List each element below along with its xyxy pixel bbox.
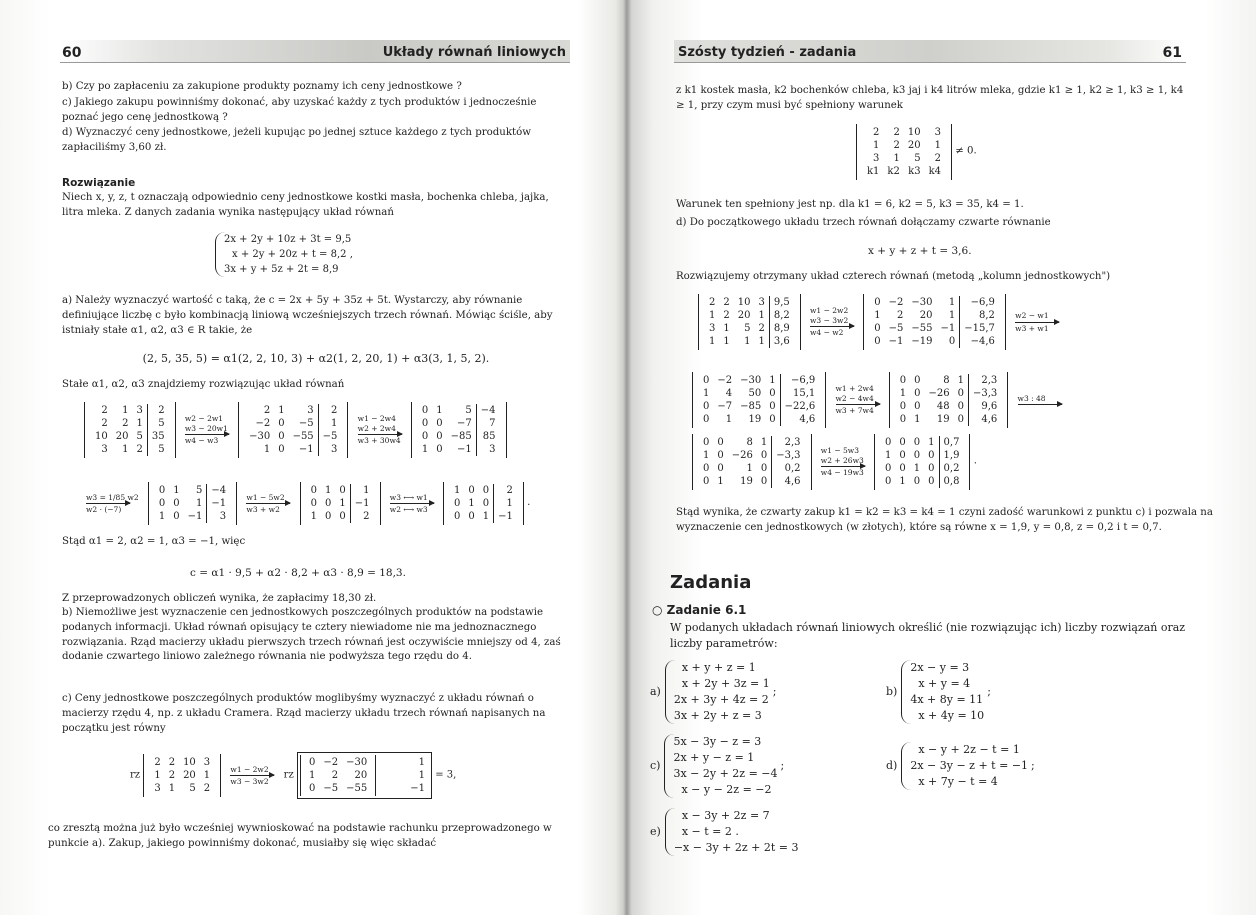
system-e: e) x − 3y + 2z = 7 x − t = 2 . −x − 3y + 2z + 2t = 3 <box>650 809 799 854</box>
right-page <box>640 0 1256 915</box>
eq-2: x + 2y + 20z + t = 8,2 , <box>232 249 353 260</box>
row-ops-3: $\frac{w3 = 1/85 w2}{w2 \cdot (-7)}$ <box>86 492 139 514</box>
left-page-header <box>60 40 570 63</box>
para-condition-example: Warunek ten spełniony jest np. dla k1 = 6, k2 = 5, k3 = 35, k4 = 1. <box>676 199 1024 210</box>
row-ops-1: w2 − 2w1 w3 − 20w1 w4 − w3 <box>184 414 228 446</box>
para-part-a: a) Należy wyznaczyć wartość c taką, że c = 2x + 5y + 35z + 5t. Wystarczy, aby równanie definiujące liczbę c było kombinacją liniową wcześniejszych trzech równań. Mówiąc ściśle, aby istniały stałe α1, α2, α3 ∈ R takie, że <box>62 295 553 336</box>
matrix-a4: 0 1 5 −4 0 0 1 −1 1 0 −1 3 <box>148 482 237 525</box>
system-a: a) x + y + z = 1 x + 2y + 3z = 1 2x + 3y + 4z = 2 3x + 2y + z = 3 ; <box>650 661 777 722</box>
system-d: d) x − y + 2z − t = 1 2x − 3y − z + t = −1 x + 7y − t = 4 ; <box>886 743 1035 788</box>
task-text: W podanych układach równań liniowych określić (nie rozwiązując ich) liczby rozwiązań oraz liczby parametrów: <box>670 621 1186 650</box>
para-conclusion: co zresztą można już było wcześniej wywnioskować na podstawie rachunku przeprowadzonego w punkcie a). Zakup, jakiego powinniśmy dokonać, musiałby się więc składać <box>48 823 552 849</box>
right-page-header <box>674 40 1186 63</box>
row-ops-2: w1 − 2w4 w2 + 2w4 w3 + 30w4 <box>357 414 401 446</box>
matrix-a6: 1 0 0 2 0 1 0 1 0 0 1 −1 <box>443 482 524 525</box>
aug-matrix-6: 0 0 0 1 0,7 1 0 0 0 1,9 0 0 1 0 0,2 0 1 0 0 0,8 <box>874 434 970 490</box>
fourth-equation: x + y + z + t = 3,6. <box>868 245 972 257</box>
aug-matrix-1: 2 2 10 3 9,5 1 2 20 1 8,2 3 1 5 2 8,9 1 1 1 1 3,6 <box>698 294 801 350</box>
para-quantities: z k1 kostek masła, k2 bochenków chleba, k3 jaj i k4 litrów mleka, gdzie k1 ≥ 1, k2 ≥ 1, k3 ≥ 1, k4 ≥ 1, przy czym musi być spełniony warunek <box>676 85 1184 111</box>
para-method: Rozwiązujemy otrzymany układ czterech równań (metodą „kolumn jednostkowych") <box>676 271 1111 282</box>
rank-ops: $\frac{w1 - 2w2}{w3 - 3w2}$ <box>224 765 280 787</box>
matrix-row-2: $\frac{w3 = 1/85 w2}{w2 \cdot (-7)}$ 0 1 5 −4 0 0 1 −1 1 0 −1 3 $\frac{w1 - 5w2}{w3 + w2}$ 0 1 0 1 0 0 1 −1 1 0 0 2 $\frac{w3 ⟷ w1}{w2 ⟷ w3}$ 1 0 0 2 0 1 0 1 0 0 1 −1 . <box>80 482 530 525</box>
para-solve: Stałe α1, α2, α3 znajdziemy rozwiązując układ równań <box>62 379 345 390</box>
section-heading: Zadania <box>670 572 752 593</box>
aug-matrix-5: 0 0 8 1 2,3 1 0 −26 0 −3,3 0 0 1 0 0,2 0 1 19 0 4,6 <box>692 434 812 490</box>
left-page-number: 60 <box>62 45 82 61</box>
para-part-c: c) Ceny jednostkowe poszczególnych produktów moglibyśmy wyznaczyć z układu równań o macierzy rzędu 4, np. z układu Cramera. Rząd macierzy układu trzech równań napisanych na początku jest równy <box>62 693 546 734</box>
matrix-a3: 0 1 5 −4 0 0 −7 7 0 0 −85 85 1 0 −1 3 <box>411 402 507 458</box>
matrix-a5: 0 1 0 1 0 0 1 −1 1 0 0 2 <box>300 482 381 525</box>
right-running-title: Szósty tydzień - zadania <box>678 45 857 60</box>
item-d: d) Wyznaczyć ceny jednostkowe, jeżeli kupując po jednej sztuce każdego z tych produktów zapłaciliśmy 3,60 zł. <box>62 127 531 153</box>
rank-matrix-2: 0 −2 −30 1 2 20 0 −5 −55 1 1 −1 <box>297 752 432 799</box>
eq-3: 3x + y + 5z + 2t = 8,9 <box>224 264 339 275</box>
solution-heading: Rozwiązanie <box>62 177 136 189</box>
bullet-icon: ○ <box>652 603 667 617</box>
row-ops-5: $\frac{w3 ⟷ w1}{w2 ⟷ w3}$ <box>384 493 440 515</box>
right-page-number: 61 <box>1162 45 1182 61</box>
aug-row-1 <box>698 294 1065 350</box>
c-calculation: c = α1 · 9,5 + α2 · 8,2 + α3 · 8,9 = 18,3. <box>190 567 406 579</box>
determinant: 2 2 10 3 1 2 20 1 3 1 5 2 k1 k2 k3 k4 <box>856 124 952 180</box>
para-part-d: d) Do początkowego układu trzech równań dołączamy czwarte równanie <box>676 217 1051 228</box>
aug-matrix-3: 0 −2 −30 1 −6,9 1 4 50 0 15,1 0 −7 −85 0 −22,6 0 1 19 0 4,6 <box>692 372 826 428</box>
system-c: c) 5x − 3y − z = 3 2x + y − z = 1 3x − 2y + 2z = −4 x − y − 2z = −2 ; <box>650 735 785 796</box>
aug-row-2 <box>692 372 1068 428</box>
equation-system-1 <box>215 232 353 277</box>
system-b: b) 2x − y = 3 x + y = 4 4x + 8y = 11 x + 4y = 10 ; <box>886 661 991 722</box>
task-title: ○ Zadanie 6.1 <box>652 603 747 617</box>
para-final-prices: Stąd wynika, że czwarty zakup k1 = k2 = k3 = k4 = 1 czyni zadość warunkowi z punktu c) i pozwala na wyznaczenie cen jednostkowych (w złotych), które są równe x = 1,9, y = 0,8, z = 0,2 i t = 0,7. <box>676 507 1213 533</box>
rank-matrix-1: 2 2 10 3 1 2 20 1 3 1 5 2 <box>143 754 221 797</box>
aug-ops-2: $\frac{w2 - w1}{w3 + w1}$ <box>1009 311 1065 333</box>
aug-matrix-4: 0 0 8 1 2,3 1 0 −26 0 −3,3 0 0 48 0 9,6 0 1 19 0 4,6 <box>889 372 1009 428</box>
para-payment: Z przeprowadzonych obliczeń wynika, że zapłacimy 18,30 zł. <box>62 593 377 604</box>
aug-ops-4: w3 : 48 <box>1012 394 1068 406</box>
rank-computation: rz 2 2 10 3 1 2 20 1 3 1 5 2 $\frac{w1 - 2w2}{w3 - 3w2}$ rz 0 −2 −30 1 2 20 0 −5 −55 1 1 −1 = 3, <box>130 752 456 799</box>
matrix-a2: 2 1 3 2 −2 0 −5 1 −30 0 −55 −5 1 0 −1 3 <box>238 402 348 458</box>
aug-row-3: 0 0 8 1 2,3 1 0 −26 0 −3,3 0 0 1 0 0,2 0 1 19 0 4,6 w1 − 5w3 w2 + 26w3 w4 − 19w3 0 0 0 1 0,7 1 0 0 0 1,9 0 0 1 0 0,2 0 1 0 0 0,8 . <box>692 434 977 490</box>
determinant-condition: 2 2 10 3 1 2 20 1 3 1 5 2 k1 k2 k3 k4 ≠ 0. <box>856 124 977 180</box>
row-ops-4: $\frac{w1 - 5w2}{w3 + w2}$ <box>240 493 296 515</box>
aug-ops-5: w1 − 5w3 w2 + 26w3 w4 − 19w3 <box>820 446 864 478</box>
matrix-row-1 <box>84 402 507 458</box>
aug-ops-3: w1 + 2w4 w2 − 4w4 w3 + 7w4 <box>830 384 886 415</box>
left-running-title: Układy równań liniowych <box>382 45 566 60</box>
matrix-a1: 2 1 3 2 2 2 1 5 10 20 5 35 3 1 2 5 <box>84 402 176 458</box>
para-part-b: b) Niemożliwe jest wyznaczenie cen jednostkowych poszczególnych produktów na podstawie podanych informacji. Układ równań opisujący te cztery niewiadome nie ma jednoznacznego rozwiązania. Rząd macierzy układu pierwszych trzech równań jest oczywiście mniejszy od 4, zaś dodanie czwartego liniowo zależnego równania nie podwyższa tego rzędu do 4. <box>62 607 561 663</box>
eq-1: 2x + 2y + 10z + 3t = 9,5 <box>224 234 352 245</box>
aug-matrix-2: 0 −2 −30 1 −6,9 1 2 20 1 8,2 0 −5 −55 −1 −15,7 0 −1 −19 0 −4,6 <box>863 294 1006 350</box>
linear-combination: (2, 5, 35, 5) = α1(2, 2, 10, 3) + α2(1, 2, 20, 1) + α3(3, 1, 5, 2). <box>142 352 490 365</box>
para-definitions: Niech x, y, z, t oznaczają odpowiednio ceny jednostkowe kostki masła, bochenka chleba, jajka, litra mleka. Z danych zadania wynika następujący układ równań <box>62 192 549 218</box>
aug-ops-1: w1 − 2w2 w3 − 3w2 w4 − w2 <box>804 306 860 337</box>
item-b: b) Czy po zapłaceniu za zakupione produkty poznamy ich ceny jednostkowe ? <box>62 81 462 92</box>
alpha-result: Stąd α1 = 2, α2 = 1, α3 = −1, więc <box>62 536 246 547</box>
left-page <box>0 0 610 915</box>
item-c: c) Jakiego zakupu powinniśmy dokonać, aby uzyskać każdy z tych produktów i jednocześnie poznać jego cenę jednostkową ? <box>62 97 537 123</box>
